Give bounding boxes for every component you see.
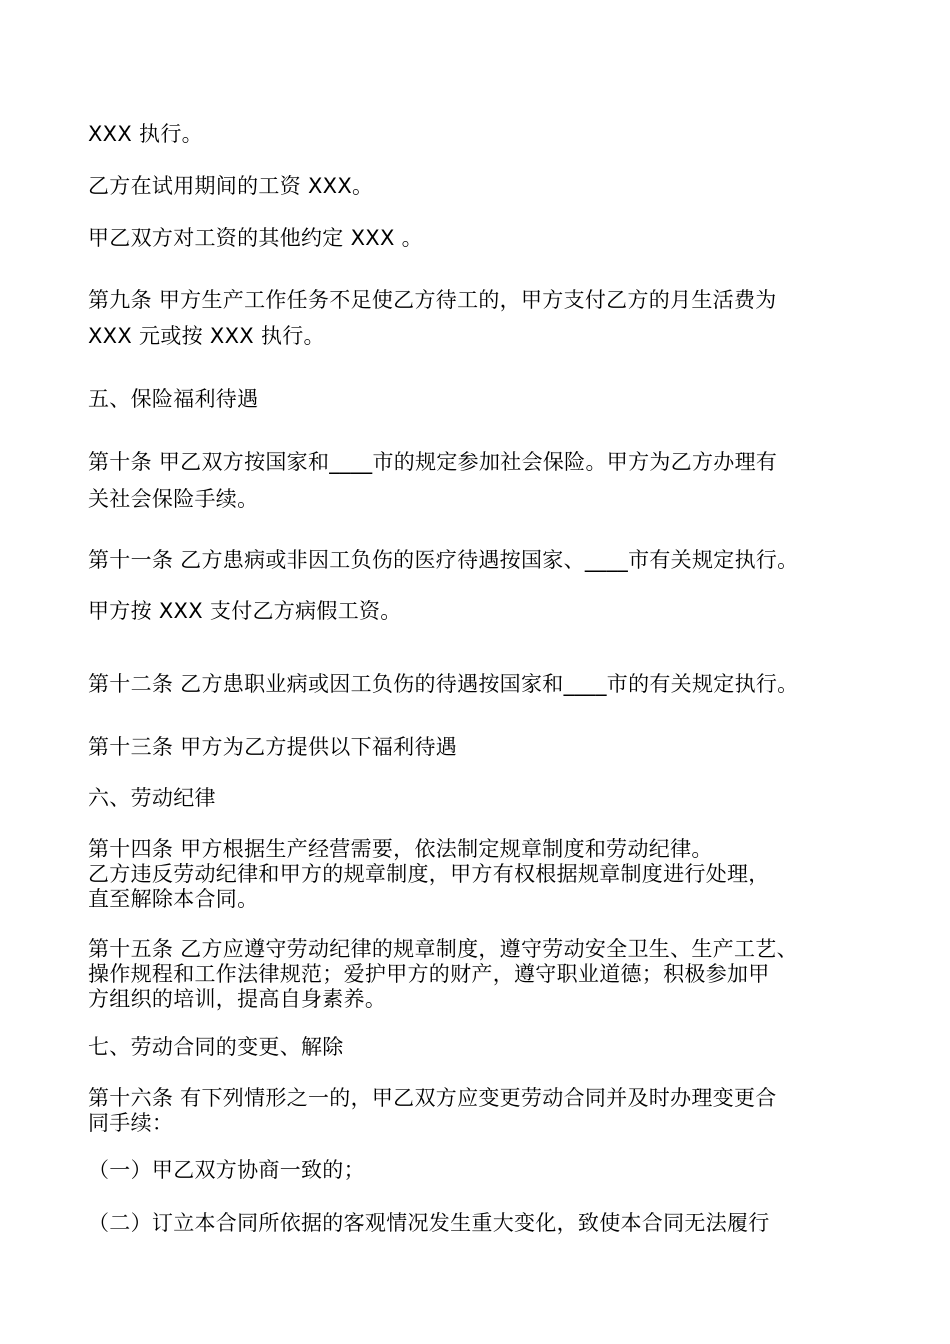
section-heading: 六、劳动纪律: [88, 786, 216, 810]
text-line: 乙方违反劳动纪律和甲方的规章制度，甲方有权根据规章制度进行处理，: [88, 862, 770, 886]
section-heading: 七、劳动合同的变更、解除: [88, 1035, 344, 1059]
text-line: 甲方按 XXX 支付乙方病假工资。: [88, 599, 402, 623]
text-line: 第十条 甲乙双方按国家和____市的规定参加社会保险。甲方为乙方办理有: [88, 450, 778, 474]
text-line: 第十四条 甲方根据生产经营需要，依法制定规章制度和劳动纪律。: [88, 837, 713, 861]
text-line: 第十一条 乙方患病或非因工负伤的医疗待遇按国家、____市有关规定执行。: [88, 548, 799, 572]
text-line: 甲乙双方对工资的其他约定 XXX 。: [88, 226, 423, 250]
text-line: （一）甲乙双方协商一致的；: [88, 1158, 365, 1182]
text-line: 直至解除本合同。: [88, 887, 259, 911]
text-line: 第九条 甲方生产工作任务不足使乙方待工的，甲方支付乙方的月生活费为: [88, 288, 777, 312]
text-line: 第十六条 有下列情形之一的，甲乙双方应变更劳动合同并及时办理变更合: [88, 1086, 777, 1110]
text-line: 同手续：: [88, 1111, 174, 1135]
text-line: 乙方在试用期间的工资 XXX。: [88, 174, 374, 198]
text-line: 方组织的培训，提高自身素养。: [88, 987, 387, 1011]
section-heading: 五、保险福利待遇: [88, 387, 259, 411]
text-line: 第十五条 乙方应遵守劳动纪律的规章制度，遵守劳动安全卫生、生产工艺、: [88, 937, 798, 961]
text-line: 第十三条 甲方为乙方提供以下福利待遇: [88, 735, 458, 759]
text-line: 关社会保险手续。: [88, 487, 259, 511]
text-line: XXX 元或按 XXX 执行。: [88, 324, 325, 348]
text-line: 第十二条 乙方患职业病或因工负伤的待遇按国家和____市的有关规定执行。: [88, 672, 799, 696]
text-line: （二）订立本合同所依据的客观情况发生重大变化，致使本合同无法履行: [88, 1211, 770, 1235]
text-line: 操作规程和工作法律规范；爱护甲方的财产，遵守职业道德；积极参加甲: [88, 962, 770, 986]
text-line: XXX 执行。: [88, 122, 203, 146]
